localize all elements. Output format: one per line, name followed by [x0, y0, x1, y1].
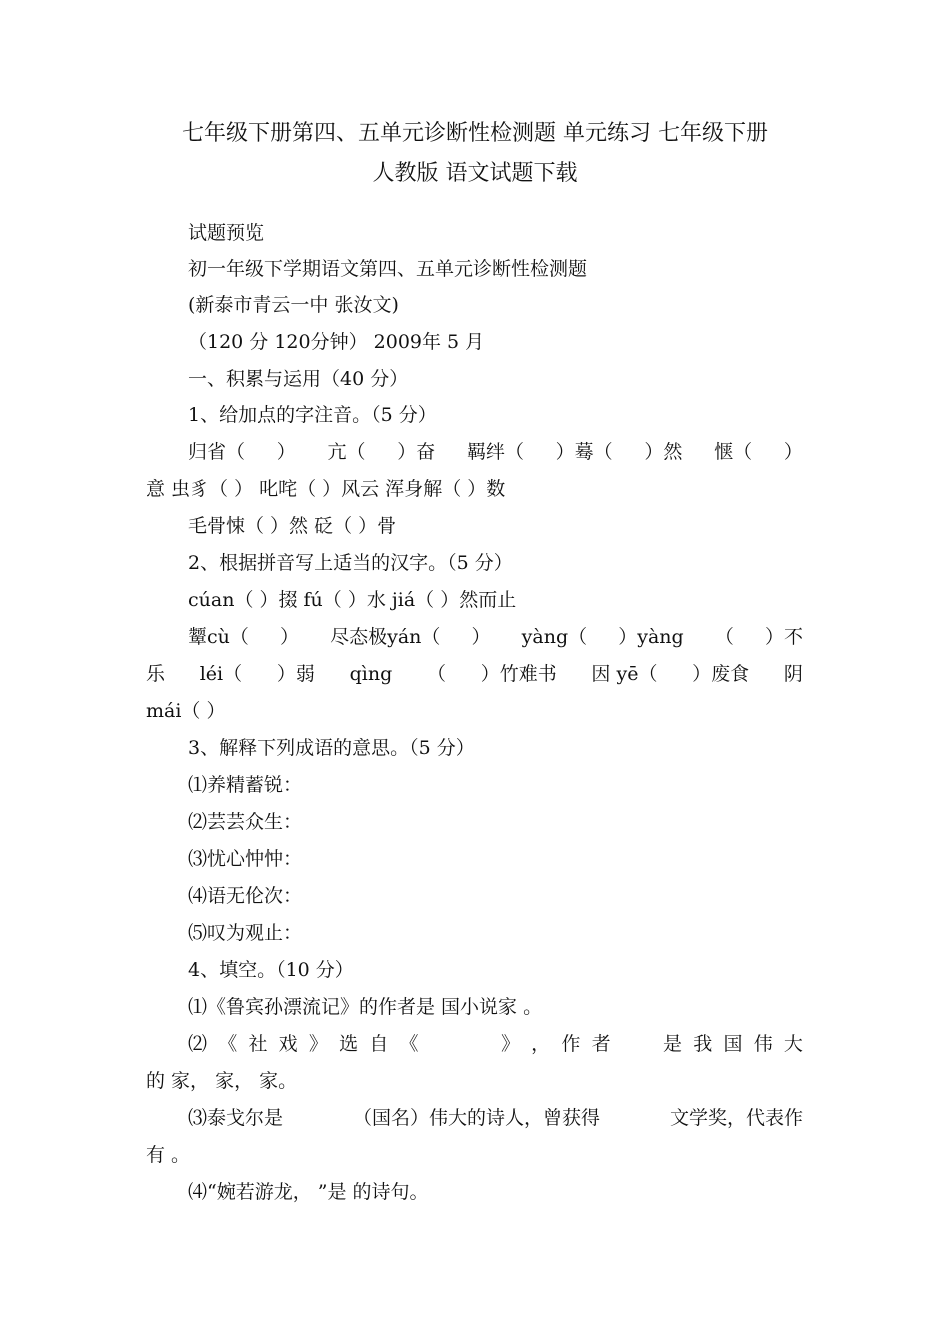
q2-l2-part: ） — [471, 626, 491, 648]
preview-label: 试题预览 — [188, 222, 265, 244]
q2-l3-part: ）竹难书 — [480, 663, 557, 685]
q4-2-part: 伟 — [753, 1033, 773, 1055]
question-1-title: 1、给加点的字注音。（5 分） — [188, 404, 437, 426]
question-3-item: ⑴养精蓄锐： — [188, 774, 303, 796]
section-1-heading: 一、积累与运用（40 分） — [188, 368, 409, 390]
question-2-title: 2、根据拼音写上适当的汉字。（5 分） — [188, 552, 513, 574]
q2-l2-part: 尽态极yán（ — [330, 626, 441, 648]
question-4-title: 4、填空。（10 分） — [188, 959, 354, 981]
q4-2-blank — [430, 1035, 490, 1054]
question-4-item-3-line-2: 有 。 — [146, 1144, 191, 1166]
q2-l3-part: ）废食 — [692, 663, 750, 685]
q1-l1-part: 亢（ — [327, 441, 366, 463]
q4-2-part: 是 — [663, 1033, 683, 1055]
q2-l3-part: （ — [426, 663, 446, 685]
q4-2-part: 社 — [248, 1033, 268, 1055]
question-1-line-1 — [188, 443, 803, 462]
q2-l3-part: ）弱 — [276, 663, 315, 685]
exam-author: (新泰市青云一中 张汝文) — [188, 294, 399, 316]
question-4-item-2-line-1 — [188, 1035, 803, 1054]
q4-2-blank — [622, 1035, 652, 1054]
q2-l2-part: ） — [280, 626, 300, 648]
q4-2-part: ⑵ — [188, 1033, 208, 1055]
question-4-item-3-line-1 — [188, 1109, 803, 1128]
q1-l1-part: ） — [783, 441, 803, 463]
q4-2-part: ， — [531, 1033, 551, 1055]
question-2-line-3 — [146, 665, 803, 684]
q4-3-part: ⑶泰戈尔是 — [188, 1107, 284, 1129]
q4-2-part: 《 — [399, 1033, 419, 1055]
question-2-line-4: mái（ ） — [146, 700, 226, 722]
q4-2-part: 作 — [561, 1033, 581, 1055]
question-3-item: ⑶忧心忡忡： — [188, 848, 303, 870]
q4-3-part: （国名）伟大的诗人，曾获得 — [352, 1107, 600, 1129]
document-title-line-2: 人教版 语文试题下载 — [372, 161, 578, 186]
q2-l3-part: qìng — [349, 663, 393, 685]
q1-l1-part: ）奋 — [397, 441, 436, 463]
question-3-title: 3、解释下列成语的意思。（5 分） — [188, 737, 475, 759]
question-1-line-2: 意 虫豸（ ） 叱咤（ ）风云 浑身解（ ）数 — [146, 478, 506, 500]
q2-l2-part: yàng（ — [521, 626, 588, 648]
q2-l3-part: léi（ — [199, 663, 243, 685]
question-4-item-4: ⑷“婉若游龙， ”是 的诗句。 — [188, 1181, 429, 1203]
question-4-item-2-line-2: 的 家， 家， 家。 — [146, 1070, 298, 1092]
q1-l1-part: ）然 — [644, 441, 683, 463]
q2-l3-part: 因 yē（ — [591, 663, 658, 685]
exam-subtitle: 初一年级下学期语文第四、五单元诊断性检测题 — [188, 258, 588, 280]
q2-l3-part: 乐 — [146, 663, 166, 685]
q4-3-part: 文学奖，代表作 — [669, 1107, 803, 1129]
question-1-line-3: 毛骨悚（ ）然 砭（ ）骨 — [188, 515, 397, 537]
question-2-line-1: cúan（ ）掇 fú（ ）水 jiá（ ）然而止 — [188, 589, 517, 611]
question-3-item: ⑷语无伦次： — [188, 885, 303, 907]
q4-2-part: 《 — [218, 1033, 238, 1055]
q4-2-part: 》 — [500, 1033, 520, 1055]
q4-2-part: 大 — [783, 1033, 803, 1055]
q2-l2-part: 颦cù（ — [188, 626, 249, 648]
q2-l2-part: ）不 — [764, 626, 803, 648]
q1-l1-part: 归省（ — [188, 441, 246, 463]
question-2-line-2 — [188, 628, 803, 647]
q4-2-part: 我 — [693, 1033, 713, 1055]
exam-meta: （120 分 120分钟） 2009年 5 月 — [188, 331, 485, 353]
q4-2-part: 自 — [369, 1033, 389, 1055]
q4-2-part: 者 — [591, 1033, 611, 1055]
q4-2-part: 》 — [308, 1033, 328, 1055]
q1-l1-part: 惬（ — [714, 441, 753, 463]
question-3-item: ⑵芸芸众生： — [188, 811, 303, 833]
question-4-item-1: ⑴《鲁宾孙漂流记》的作者是 国小说家 。 — [188, 996, 543, 1018]
q4-2-part: 国 — [723, 1033, 743, 1055]
q4-2-part: 选 — [339, 1033, 359, 1055]
q2-l2-part: ）yàng — [618, 626, 684, 648]
q2-l3-part: 阴 — [783, 663, 803, 685]
q1-l1-part: 羁绊（ — [466, 441, 524, 463]
q2-l2-part: （ — [714, 626, 734, 648]
q4-2-part: 戏 — [278, 1033, 298, 1055]
question-3-item: ⑸叹为观止： — [188, 922, 303, 944]
document-title-line-1: 七年级下册第四、五单元诊断性检测题 单元练习 七年级下册 — [182, 121, 768, 146]
q1-l1-part: ） — [276, 441, 296, 463]
q1-l1-part: ）蓦（ — [555, 441, 613, 463]
